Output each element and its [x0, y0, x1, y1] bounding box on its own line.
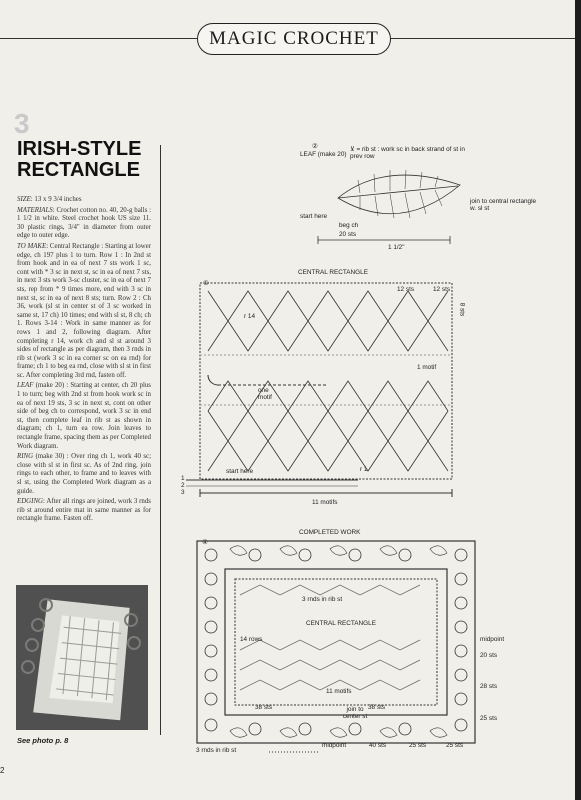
header-rule-left: [0, 38, 197, 39]
completed-midpoint-right: midpoint: [480, 636, 505, 643]
product-photo: [16, 585, 148, 730]
instruction-text: : Crochet cotton no. 40, 20-g balls : 1 1/2 in white. Steel crochet hook US size 11. 30 plastic rings, 3/4" in diameter from outer edge to outer edge.: [17, 206, 151, 240]
completed-work-diagram: [185, 535, 485, 760]
page-edge-bar: [575, 0, 581, 800]
instruction-materials: [17, 207, 151, 241]
completed-right-count-1: 20 sts: [480, 652, 498, 659]
leaf-sts: 20 sts: [339, 231, 357, 238]
photo-caption: See photo p. 8: [17, 736, 69, 745]
photo-illustration: [16, 585, 148, 730]
magazine-title: MAGIC CROCHET: [197, 23, 391, 55]
central-row-label: r 14: [244, 313, 256, 320]
instructions-column: [17, 196, 151, 526]
instruction-edging: [17, 498, 151, 524]
instruction-ring: [17, 453, 151, 496]
page-number: 2: [0, 766, 5, 775]
pattern-number: 3: [14, 108, 30, 139]
leaf-marker: ②: [312, 143, 318, 150]
central-row-1: 1: [181, 475, 185, 482]
instruction-label: RING: [17, 453, 34, 461]
completed-motifs: 11 motifs: [326, 688, 352, 695]
completed-rib-inner: 3 rnds in rib st: [302, 596, 343, 603]
central-right-side: 8 sts: [458, 302, 466, 317]
central-rectangle-diagram: [178, 275, 478, 500]
central-title: CENTRAL RECTANGLE: [298, 269, 368, 276]
completed-right-count-3: 25 sts: [480, 715, 498, 722]
pattern-title-line1: IRISH-STYLE: [17, 138, 142, 160]
instruction-text: (make 30) : Over ring ch 1, work 40 sc; close with sl st in first sc. As of 2nd ring, join rings to each other, to frame and to leaves with sl st, using the Completed Work diagram as a guide.: [17, 453, 151, 495]
central-motifs: 11 motifs: [312, 499, 338, 506]
completed-bottom-left: 38 sts: [255, 704, 273, 711]
completed-midpoint-bottom: midpoint: [322, 742, 347, 749]
leaf-start: start here: [300, 213, 327, 220]
central-motif-left: one motif: [258, 387, 272, 401]
central-count-right: 12 sts: [433, 286, 451, 293]
completed-bottom-count-1: 40 sts: [369, 742, 387, 749]
instruction-text: : After all rings are joined, work 3 rnds rib st around entire mat in same manner as for rectangle frame. Fasten off.: [17, 498, 151, 523]
instruction-text: (make 20) : Starting at center, ch 20 plus 1 to turn; beg with 2nd st from hook work sc in ea of next 19 sts, 3 sc in next st, cont on other side of beg ch to correspond, work 3 sc in end st, then complete leaf in rib st as shown in diagram; ch 1, turn ea row. Join leaves to rectangle frame, spacing them as per Completed Work diagram.: [17, 382, 151, 450]
instruction-label: SIZE: [17, 196, 31, 203]
completed-join: join to center st: [342, 706, 368, 720]
completed-right-count-2: 28 sts: [480, 683, 498, 690]
leaf-width: 1 1/2": [388, 244, 405, 251]
central-row-3: 3: [181, 489, 185, 496]
header-rule-right: [389, 38, 575, 39]
completed-rib-outer: 3 rnds in rib st: [196, 747, 237, 754]
instruction-text: : Central Rectangle : Starting at lower edge, ch 197 plus 1 to turn. Row 1 : In 2nd st from hook and in ea of next 7 sts work 1 sc, cont with * 3 sc in next st, sc in ea of next 7 sts, in next 3 sts work 3-sc cluster, sc in ea of next 7 sts, rep from * 9 times more, end with 3 sc in next st, sc in ea of next 8 sts; turn. Row 2 : Ch 36, work (sl st in center st of 3 sc worked in same st, 17 ch) 10 times; end with sl st, 8 ch; ch 1. Rows 3-14 : Work in same manner as for rows 1 and 2, following diagram. After completing r 14, work ch and sl st around 3 sides of rectangle as per diagram, then 3 rnds in rib st (work 3 sc in ea corner sc on ea rnd) for frame; ch 1 to beg ea rnd, close with sl st in first sc. After completing 3rd rnd, fasten off.: [17, 242, 151, 379]
completed-bottom-count-2: 25 sts: [409, 742, 427, 749]
instruction-to-make: [17, 243, 151, 381]
completed-rows: 14 rows: [240, 636, 263, 643]
pattern-title-line2: RECTANGLE: [17, 159, 140, 181]
central-marker: ①: [203, 280, 209, 287]
instruction-label: LEAF: [17, 382, 34, 390]
completed-marker: ④: [202, 539, 208, 546]
completed-title: COMPLETED WORK: [299, 529, 361, 536]
central-row-2: 2: [181, 482, 185, 489]
central-start: start here: [226, 468, 253, 475]
instruction-leaf: [17, 382, 151, 451]
instruction-label: EDGING: [17, 498, 44, 506]
instruction-text: : 13 x 9 3/4 inches: [30, 196, 82, 203]
completed-bottom-count-3: 25 sts: [446, 742, 464, 749]
leaf-title: LEAF (make 20): [300, 151, 347, 158]
column-divider: [160, 145, 161, 735]
leaf-beg: beg ch: [339, 222, 359, 229]
completed-central: CENTRAL RECTANGLE: [306, 620, 376, 627]
leaf-legend: ⊻ = rib st : work sc in back strand of st in prev row: [350, 146, 465, 160]
central-motif-right: 1 motif: [417, 364, 437, 371]
leaf-join-note: join to central rectangle w. sl st: [470, 198, 537, 212]
instruction-label: TO MAKE: [17, 242, 47, 250]
central-count-left: 12 sts: [397, 286, 415, 293]
central-r1: r 1: [360, 466, 368, 473]
completed-bottom-right: 38 sts: [368, 704, 386, 711]
pattern-title: [17, 139, 141, 181]
instruction-size: [17, 196, 151, 205]
instruction-label: MATERIALS: [17, 206, 53, 214]
